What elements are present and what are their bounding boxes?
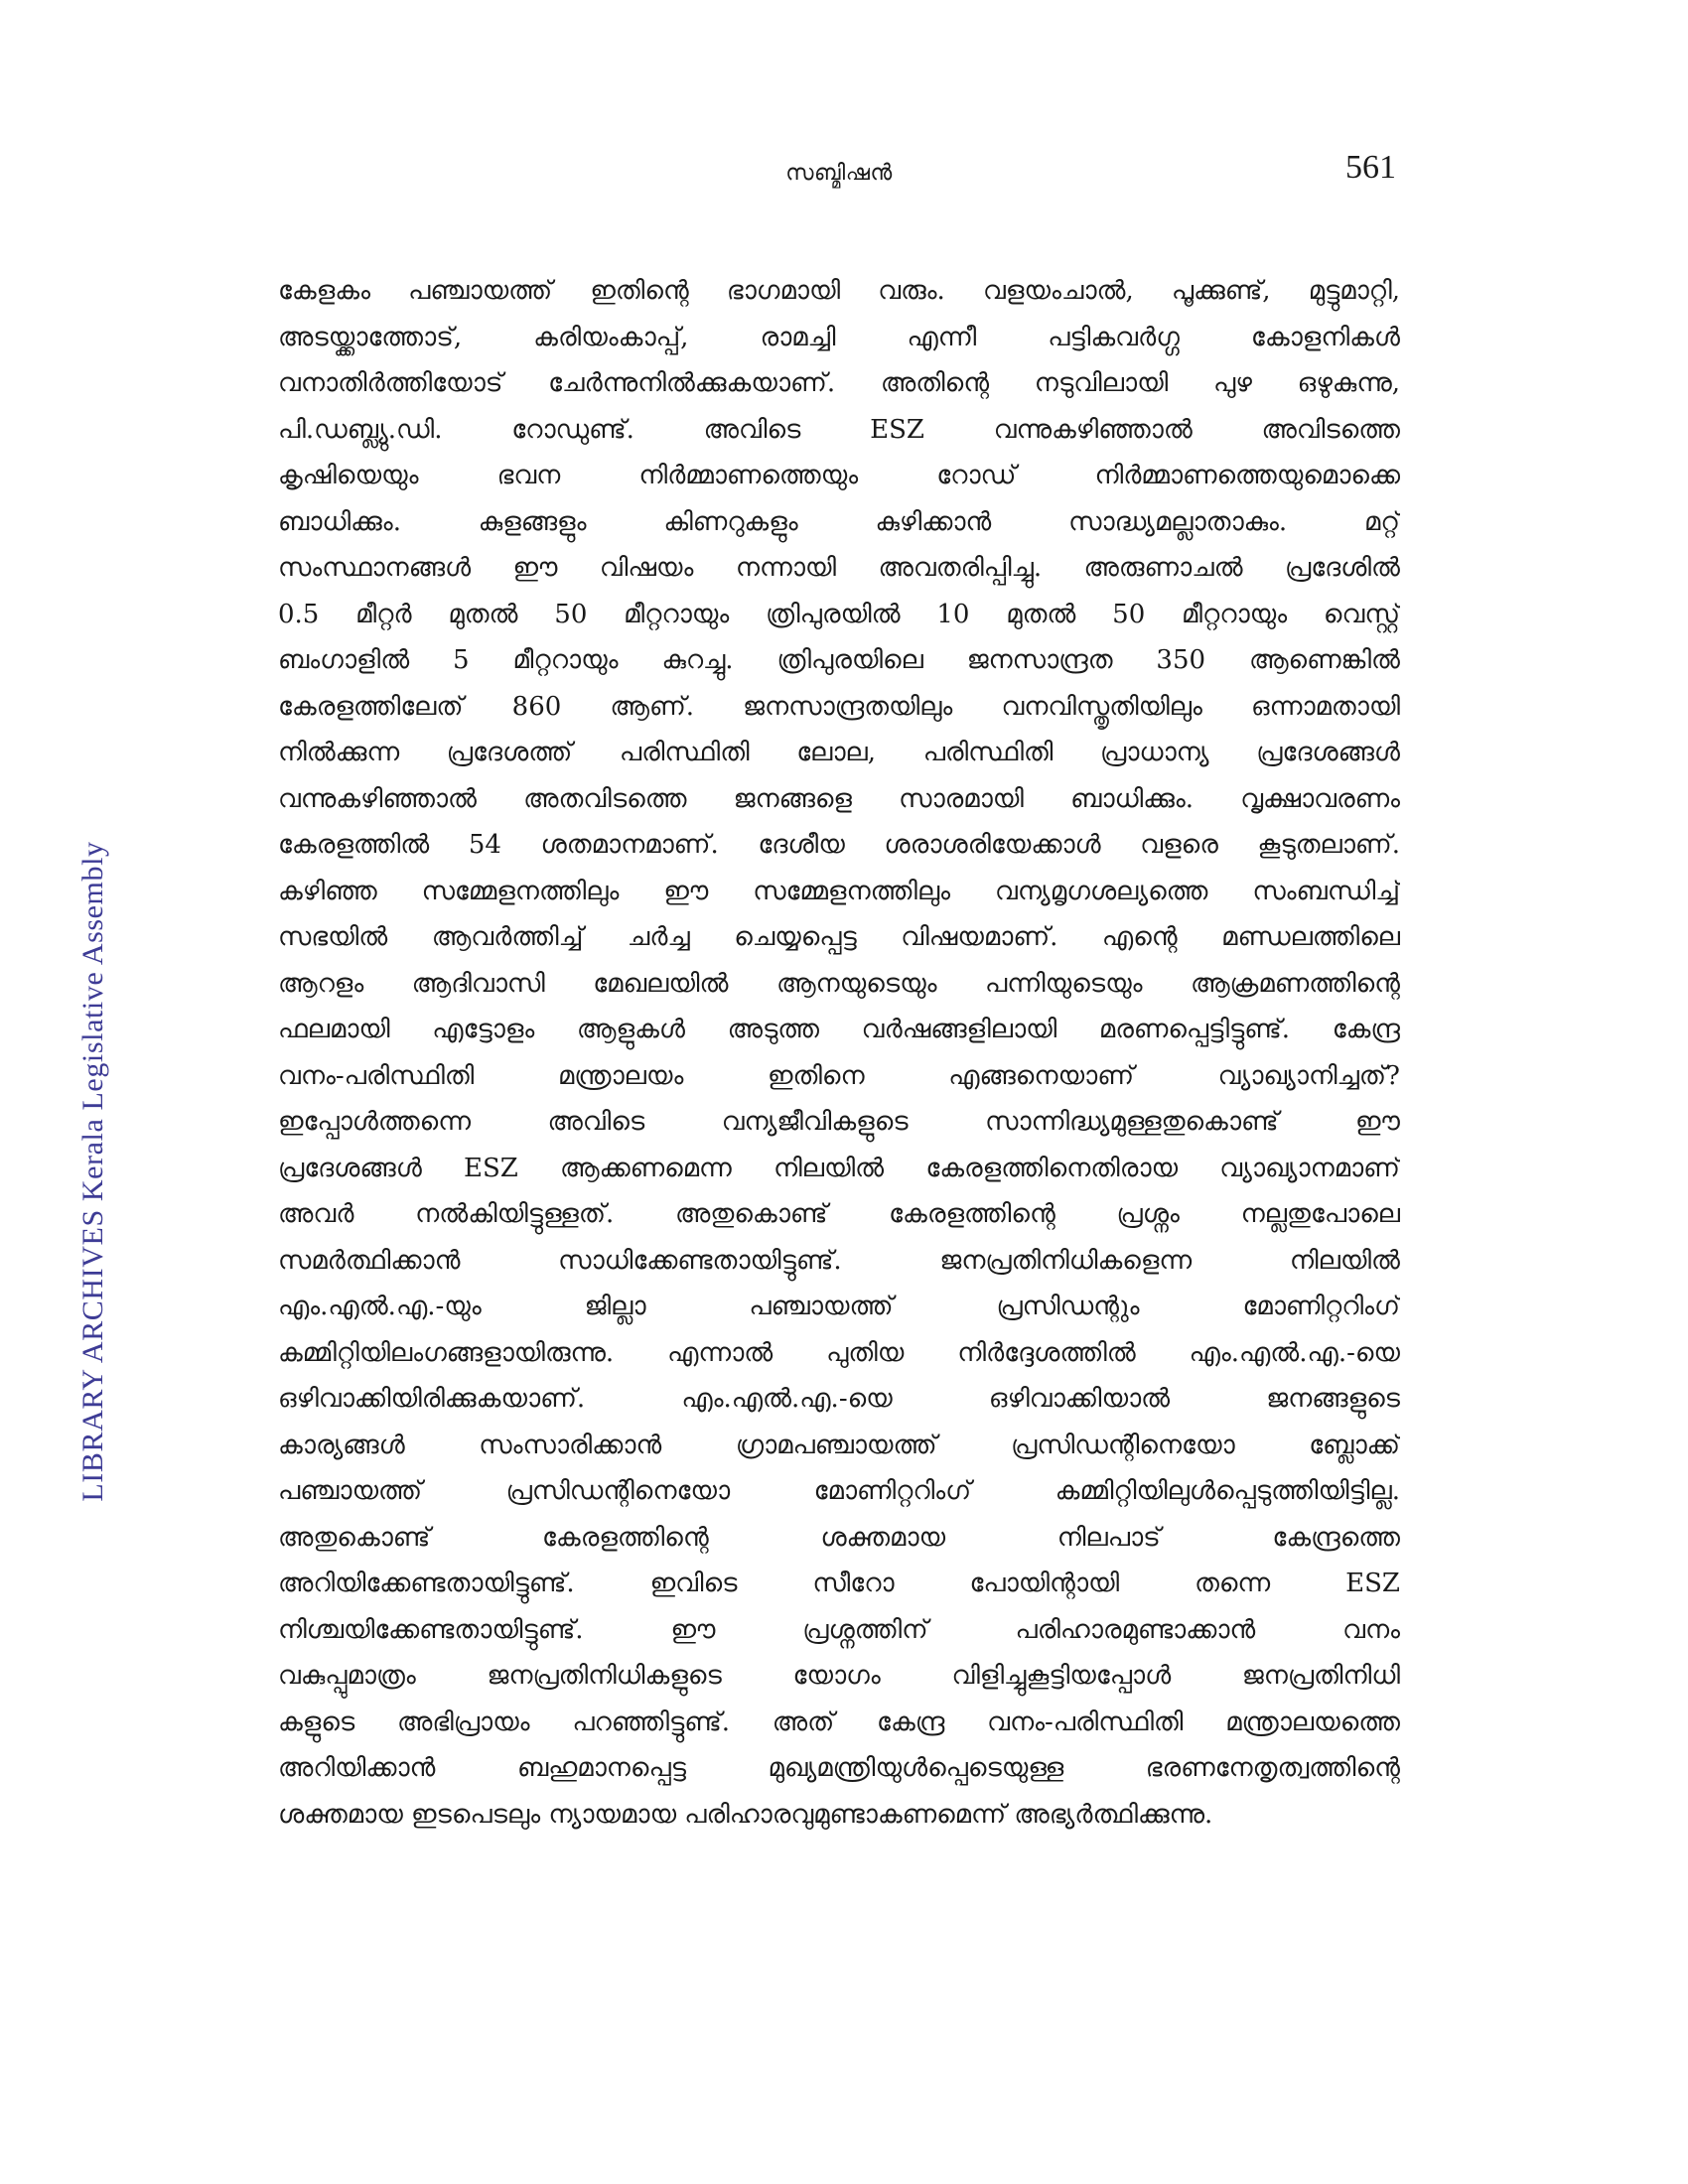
- text-line: അവർ നൽകിയിട്ടുള്ളത്. അതുകൊണ്ട് കേരളത്തിന്റെ പ്രശ്നം നല്ലതുപോലെ: [278, 1199, 1400, 1229]
- text-line: കളുടെ അഭിപ്രായം പറഞ്ഞിട്ടുണ്ട്. അത് കേന്ദ്ര വനം-പരിസ്ഥിതി മന്ത്രാലയത്തെ: [278, 1706, 1400, 1737]
- page-header: [278, 149, 1400, 199]
- body-text: [278, 268, 1400, 1838]
- text-line: വകുപ്പുമാത്രം ജനപ്രതിനിധികളുടെ യോഗം വിളിച്ചുകൂട്ടിയപ്പോൾ ജനപ്രതിനിധി: [278, 1661, 1400, 1691]
- text-line: കേളകം പഞ്ചായത്ത് ഇതിന്റെ ഭാഗമായി വരും. വളയംചാൽ, പൂക്കുണ്ട്, മുട്ടുമാറ്റി,: [278, 276, 1400, 306]
- text-line: കേരളത്തിലേത് 860 ആണ്. ജനസാന്ദ്രതയിലും വനവിസ്തൃതിയിലും ഒന്നാമതായി: [278, 691, 1400, 722]
- text-line: കാര്യങ്ങൾ സംസാരിക്കാൻ ഗ്രാമപഞ്ചായത്ത് പ്രസിഡന്റിനെയോ ബ്ലോക്ക്: [278, 1430, 1400, 1460]
- text-line: നിശ്ചയിക്കേണ്ടതായിട്ടുണ്ട്. ഈ പ്രശ്നത്തിന് പരിഹാരമുണ്ടാക്കാൻ വനം: [278, 1614, 1400, 1645]
- text-line: അറിയിക്കേണ്ടതായിട്ടുണ്ട്. ഇവിടെ സീറോ പോയിന്റായി തന്നെ ESZ: [278, 1569, 1400, 1598]
- text-line: സമർത്ഥിക്കാൻ സാധിക്കേണ്ടതായിട്ടുണ്ട്. ജനപ്രതിനിധികളെന്ന നിലയിൽ: [278, 1245, 1400, 1276]
- text-line: ബാധിക്കും. കുളങ്ങളും കിണറുകളും കുഴിക്കാൻ സാദ്ധ്യമല്ലാതാകും. മറ്റ്: [278, 506, 1400, 537]
- text-line: പ്രദേശങ്ങൾ ESZ ആക്കണമെന്ന നിലയിൽ കേരളത്തിനെതിരായ വ്യാഖ്യാനമാണ്: [278, 1153, 1400, 1183]
- page-number: 561: [1345, 149, 1396, 186]
- text-line: 0.5 മീറ്റർ മുതൽ 50 മീറ്ററായും ത്രിപുരയിൽ 10 മുതൽ 50 മീറ്ററായും വെസ്റ്റ്: [278, 599, 1400, 629]
- text-line: നിൽക്കുന്ന പ്രദേശത്ത് പരിസ്ഥിതി ലോല, പരിസ്ഥിതി പ്രാധാന്യ പ്രദേശങ്ങൾ: [278, 738, 1400, 767]
- text-line: കൃഷിയെയും ഭവന നിർമ്മാണത്തെയും റോഡ് നിർമ്മാണത്തെയുമൊക്കെ: [278, 461, 1400, 490]
- text-line: കേരളത്തിൽ 54 ശതമാനമാണ്. ദേശീയ ശരാശരിയേക്കാൾ വളരെ കൂടുതലാണ്.: [278, 830, 1400, 860]
- text-line: ഇപ്പോൾത്തന്നെ അവിടെ വന്യജീവികളുടെ സാന്നിദ്ധ്യമുള്ളതുകൊണ്ട് ഈ: [278, 1107, 1400, 1137]
- running-title: സബ്മിഷൻ: [785, 161, 893, 186]
- text-line: ബംഗാളിൽ 5 മീറ്ററായും കുറച്ചു. ത്രിപുരയിലെ ജനസാന്ദ്രത 350 ആണെങ്കിൽ: [278, 645, 1400, 675]
- text-line: ഫലമായി എട്ടോളം ആളുകൾ അടുത്ത വർഷങ്ങളിലായി മരണപ്പെട്ടിട്ടുണ്ട്. കേന്ദ്ര: [278, 1015, 1400, 1044]
- text-line: ആറളം ആദിവാസി മേഖലയിൽ ആനയുടെയും പന്നിയുടെയും ആക്രമണത്തിന്റെ: [278, 968, 1400, 999]
- library-watermark: LIBRARY ARCHIVES Kerala Legislative Assembly: [76, 841, 109, 1502]
- text-line: സംസ്ഥാനങ്ങൾ ഈ വിഷയം നന്നായി അവതരിപ്പിച്ചു. അരുണാചൽ പ്രദേശിൽ: [278, 553, 1400, 583]
- text-line: വന്നുകഴിഞ്ഞാൽ അതവിടത്തെ ജനങ്ങളെ സാരമായി ബാധിക്കും. വൃക്ഷാവരണം: [278, 783, 1400, 814]
- text-line: സഭയിൽ ആവർത്തിച്ച് ചർച്ച ചെയ്യപ്പെട്ട വിഷയമാണ്. എന്റെ മണ്ഡലത്തിലെ: [278, 922, 1400, 952]
- text-line: അതുകൊണ്ട് കേരളത്തിന്റെ ശക്തമായ നിലപാട് കേന്ദ്രത്തെ: [278, 1522, 1400, 1553]
- text-line: അറിയിക്കാൻ ബഹുമാനപ്പെട്ട മുഖ്യമന്ത്രിയുൾപ്പെടെയുള്ള ഭരണനേതൃത്വത്തിന്റെ: [278, 1753, 1400, 1783]
- text-line: പഞ്ചായത്ത് പ്രസിഡന്റിനെയോ മോണിറ്ററിംഗ് കമ്മിറ്റിയിലുൾപ്പെടുത്തിയിട്ടില്ല.: [278, 1476, 1400, 1506]
- text-line: വനം-പരിസ്ഥിതി മന്ത്രാലയം ഇതിനെ എങ്ങനെയാണ് വ്യാഖ്യാനിച്ചത്?: [278, 1060, 1400, 1091]
- text-line: അടയ്ക്കാത്തോട്, കരിയംകാപ്പ്, രാമച്ചി എന്നീ പട്ടികവർഗ്ഗ കോളനികൾ: [278, 322, 1400, 352]
- text-line: കഴിഞ്ഞ സമ്മേളനത്തിലും ഈ സമ്മേളനത്തിലും വന്യമൃഗശല്യത്തെ സംബന്ധിച്ച്: [278, 876, 1400, 906]
- text-line: കമ്മിറ്റിയിലംഗങ്ങളായിരുന്നു. എന്നാൽ പുതിയ നിർദ്ദേശത്തിൽ എം.എൽ.എ.-യെ: [278, 1337, 1400, 1368]
- text-line: എം.എൽ.എ.-യും ജില്ലാ പഞ്ചായത്ത് പ്രസിഡന്റും മോണിറ്ററിംഗ്: [278, 1292, 1400, 1321]
- text-line: ശക്തമായ ഇടപെടലും ന്യായമായ പരിഹാരവുമുണ്ടാകണമെന്ന് അഭ്യർത്ഥിക്കുന്നു.: [278, 1799, 1213, 1830]
- text-line: ഒഴിവാക്കിയിരിക്കുകയാണ്. എം.എൽ.എ.-യെ ഒഴിവാക്കിയാൽ ജനങ്ങളുടെ: [278, 1384, 1400, 1414]
- text-line: വനാതിർത്തിയോട് ചേർന്നുനിൽക്കുകയാണ്. അതിന്റെ നടുവിലായി പുഴ ഒഴുകുന്നു,: [278, 368, 1400, 398]
- text-line: പി.ഡബ്ല്യു.ഡി. റോഡുണ്ട്. അവിടെ ESZ വന്നുകഴിഞ്ഞാൽ അവിടത്തെ: [278, 414, 1400, 445]
